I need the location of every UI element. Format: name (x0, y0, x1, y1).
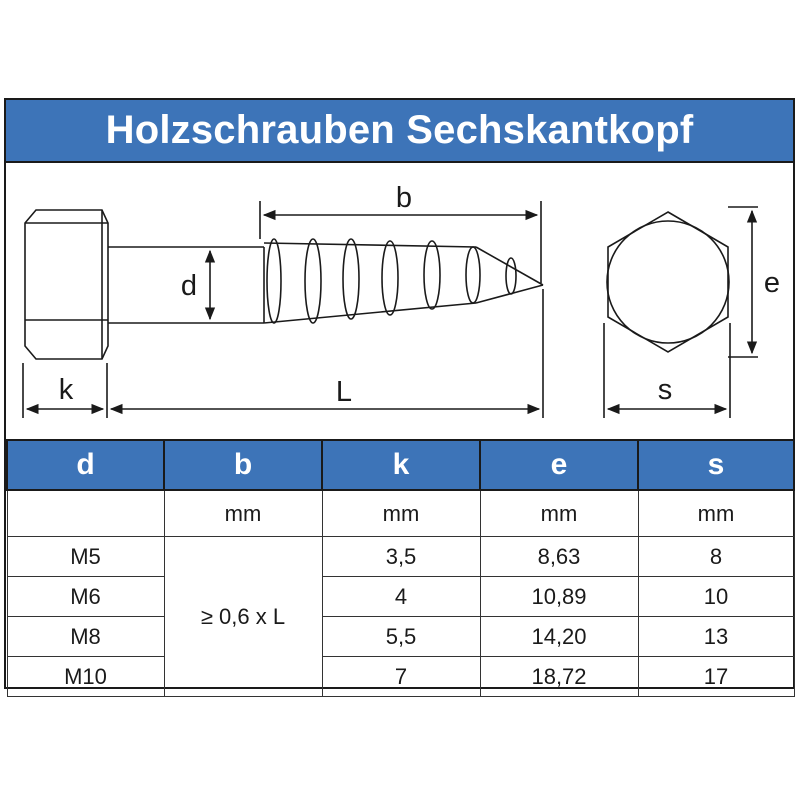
cell-e: 8,63 (480, 537, 638, 577)
screw-drawing-svg (6, 163, 793, 439)
unit-b: mm (164, 490, 322, 537)
label-d: d (180, 270, 198, 302)
header-e: e (480, 440, 638, 490)
technical-drawing (6, 163, 793, 439)
cell-s: 10 (638, 577, 794, 617)
page-title: Holzschrauben Sechskantkopf (105, 108, 694, 152)
cell-e: 18,72 (480, 657, 638, 697)
header-b: b (164, 440, 322, 490)
unit-s: mm (638, 490, 794, 537)
table-header-row (7, 440, 794, 490)
screw-thread (264, 239, 543, 323)
label-s: s (657, 374, 673, 406)
unit-d (7, 490, 164, 537)
table-row (7, 537, 794, 577)
header-d: d (7, 440, 164, 490)
cell-s: 8 (638, 537, 794, 577)
cell-k: 5,5 (322, 617, 480, 657)
cell-d: M5 (7, 537, 164, 577)
cell-e: 10,89 (480, 577, 638, 617)
label-L: L (335, 376, 353, 408)
cell-d: M8 (7, 617, 164, 657)
cell-k: 7 (322, 657, 480, 697)
table-row (7, 577, 794, 617)
table-row (7, 657, 794, 697)
units-row (7, 490, 794, 537)
header-k: k (322, 440, 480, 490)
cell-d: M10 (7, 657, 164, 697)
hex-end-view (607, 207, 758, 357)
cell-d: M6 (7, 577, 164, 617)
cell-s: 17 (638, 657, 794, 697)
label-e: e (763, 267, 781, 299)
spec-table (6, 439, 795, 697)
unit-e: mm (480, 490, 638, 537)
table-row (7, 617, 794, 657)
cell-k: 3,5 (322, 537, 480, 577)
unit-k: mm (322, 490, 480, 537)
cell-b-span: ≥ 0,6 x L (164, 537, 322, 697)
cell-s: 13 (638, 617, 794, 657)
label-b: b (395, 182, 413, 214)
title-bar (6, 100, 793, 163)
cell-k: 4 (322, 577, 480, 617)
cell-e: 14,20 (480, 617, 638, 657)
header-s: s (638, 440, 794, 490)
screw-head (25, 210, 108, 359)
label-k: k (58, 374, 74, 406)
